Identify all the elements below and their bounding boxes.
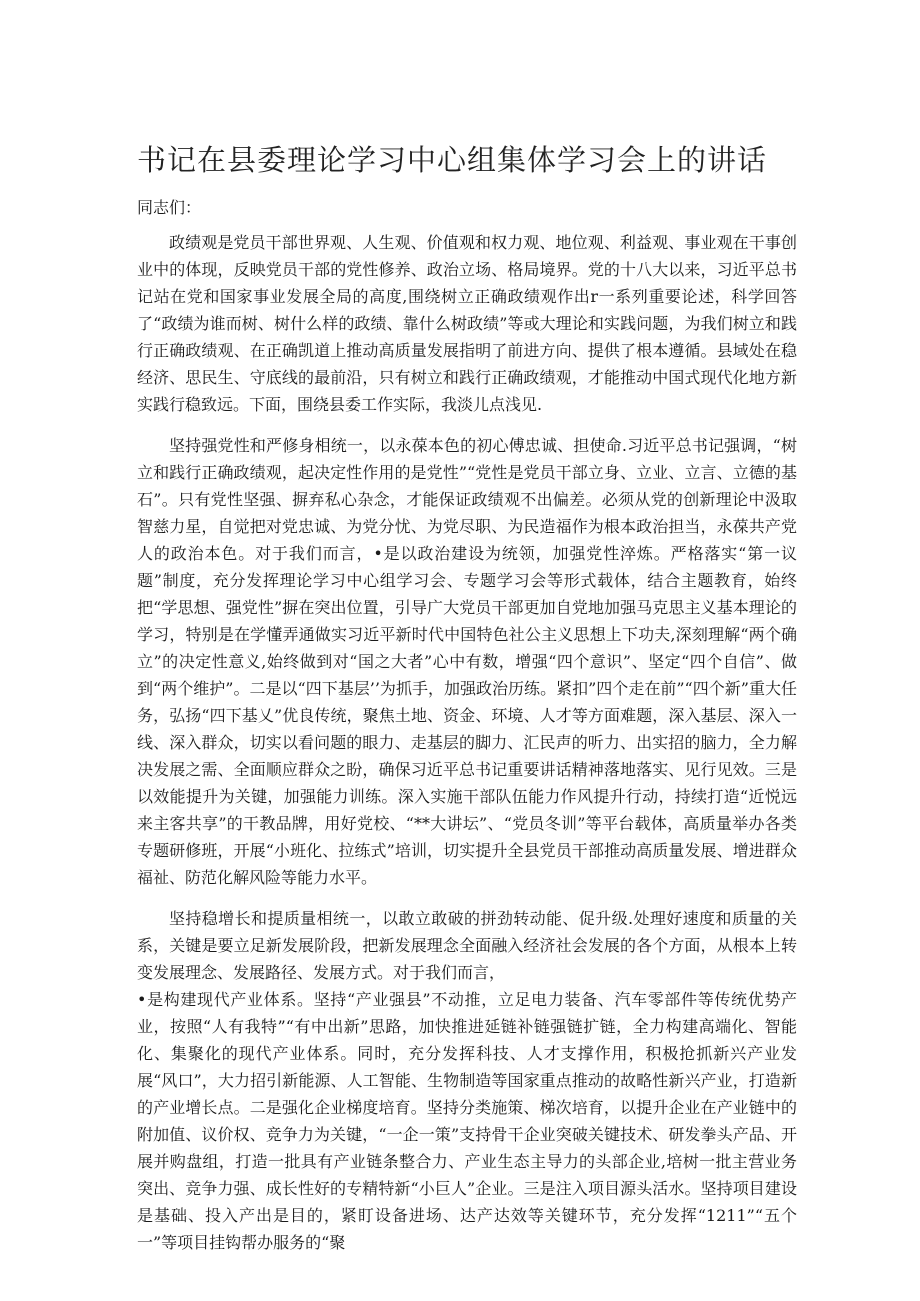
document-title: 书记在县委理论学习中心组集体学习会上的讲话 — [137, 143, 768, 177]
paragraph-intro: 政绩观是党员干部世界观、人生观、价值观和权力观、地位观、利益观、事业观在干事创业中的体现，反映党员干部的党性修养、政治立场、格局境界。党的十八大以来，习近平总书记站在党和国家事业发展全局的高度,围绕树立正确政绩观作出r一系列重要论述，科学回答了“政绩为谁而树、树什么样的政绩、靠什么树政绩”等或大理论和实践问题，为我们树立和践行正确政绩观、在正确凯道上推动高质量发展指明了前进方向、提供了根本遵循。县域处在稳经济、思民生、守底线的最前沿，只有树立和践行正确政绩观，才能推动中国式现代化地方新实践行稳致远。下面，围绕县委工作实际，我淡儿点浅见. — [137, 233, 797, 414]
paragraph-party-spirit: 坚持强党性和严修身相统一，以永葆本色的初心傅忠诚、担使命.习近平总书记强调，“树立和践行正确政绩观，起决定性作用的是党性”“党性是党员干部立身、立业、立言、立德的基石”。只有党性坚强、摒弃私心杂念，才能保证政绩观不出偏差。必须从党的创新理论中汲取智慈力星，自觉把对党忠诚、为党分忧、为党尽职、为民造福作为根本政治担当，永葆共产党人的政治本色。对于我们而言，•是以政治建设为统领，加强党性淬炼。严格落实“第一议题”制度，充分发挥理论学习中心组学习会、专题学习会等形式载体，结合主题教育，始终把“学思想、强党性”摒在突出位置，引导广大党员干部更加自党地加强马克思主义基本理论的学习，特别是在学懂弄通做实习近平新时代中国特色社公主义思想上下功夫,深刻理解“两个确立”的决定性意义,始终做到对“国之大者”心中有数，增强“四个意识”、坚定“四个自信”、做到“两个维护”。二是以“四下基层’’为抓手，加强政治历练。紧扣”四个走在前”“四个新”重大任务，弘扬“四下基乂”优良传统，聚焦土地、资金、环境、人才等方面难题，深入基层、深入一线、深入群众，切实以看问题的眼力、走基层的脚力、汇民声的听力、出实招的脑力，全力解决发展之需、全面顺应群众之盼，确保习近平总书记重要讲话精神落地落实、见行见效。三是以效能提升为关键，加强能力训练。深入实施干部队伍能力作风提升行动，持续打造“近悦远来主客共享”的干教品牌，用好党校、“**大讲坛”、“党员冬训”等平台载体，高质量举办各类专题研修班，开展“小班化、拉练式”培训，切实提升全县党员干部推动高质量发展、增进群众福祉、防范化解风险等能力水平。 — [137, 436, 797, 887]
paragraph-growth-quality: 坚持稳增长和提质量相统一，以敢立敢破的拼劲转动能、促升级.处理好速度和质量的关系，关键是要立足新发展阶段，把新发展理念全面融入经济社会发展的各个方面，从根本上转变发展理念、发展路径、发展方式。对于我们而言， — [137, 909, 797, 982]
salutation: 同志们： — [137, 198, 202, 217]
paragraph-industry-system: •是构建现代产业体系。坚持“产业强县”不动推，立足电力装备、汽车零部件等传统优势产业，按照“人有我特”“有中出新”思路，加快推进延链补链强链扩链，全力构建高端化、智能化、集聚化的现代产业体系。同时，充分发挥科技、人才支撑作用，积极抢抓新兴产业发展“风口”，大力招引新能源、人工智能、生物制造等国家重点推动的故略性新兴产业，打造新的产业增长点。二是强化企业梯度培育。坚持分类施策、梯次培育，以提升企业在产业链中的附加值、议价权、竞争力为关键，“一企一策”支持骨干企业突破关键技术、研发拳头产品、开展并购盘组，打造一批具有产业链条整合力、产业生态主导力的头部企业,培树一批主营业务突出、竞争力强、成长性好的专精特新“小巨人”企业。三是注入项目源头活水。坚持项目建设是基础、投入产出是目的，紧盯设备进场、达产达效等关键环节，充分发挥“1211”“五个一”等项目挂钩帮办服务的“聚 — [137, 990, 797, 1252]
document-page — [137, 138, 797, 1256]
